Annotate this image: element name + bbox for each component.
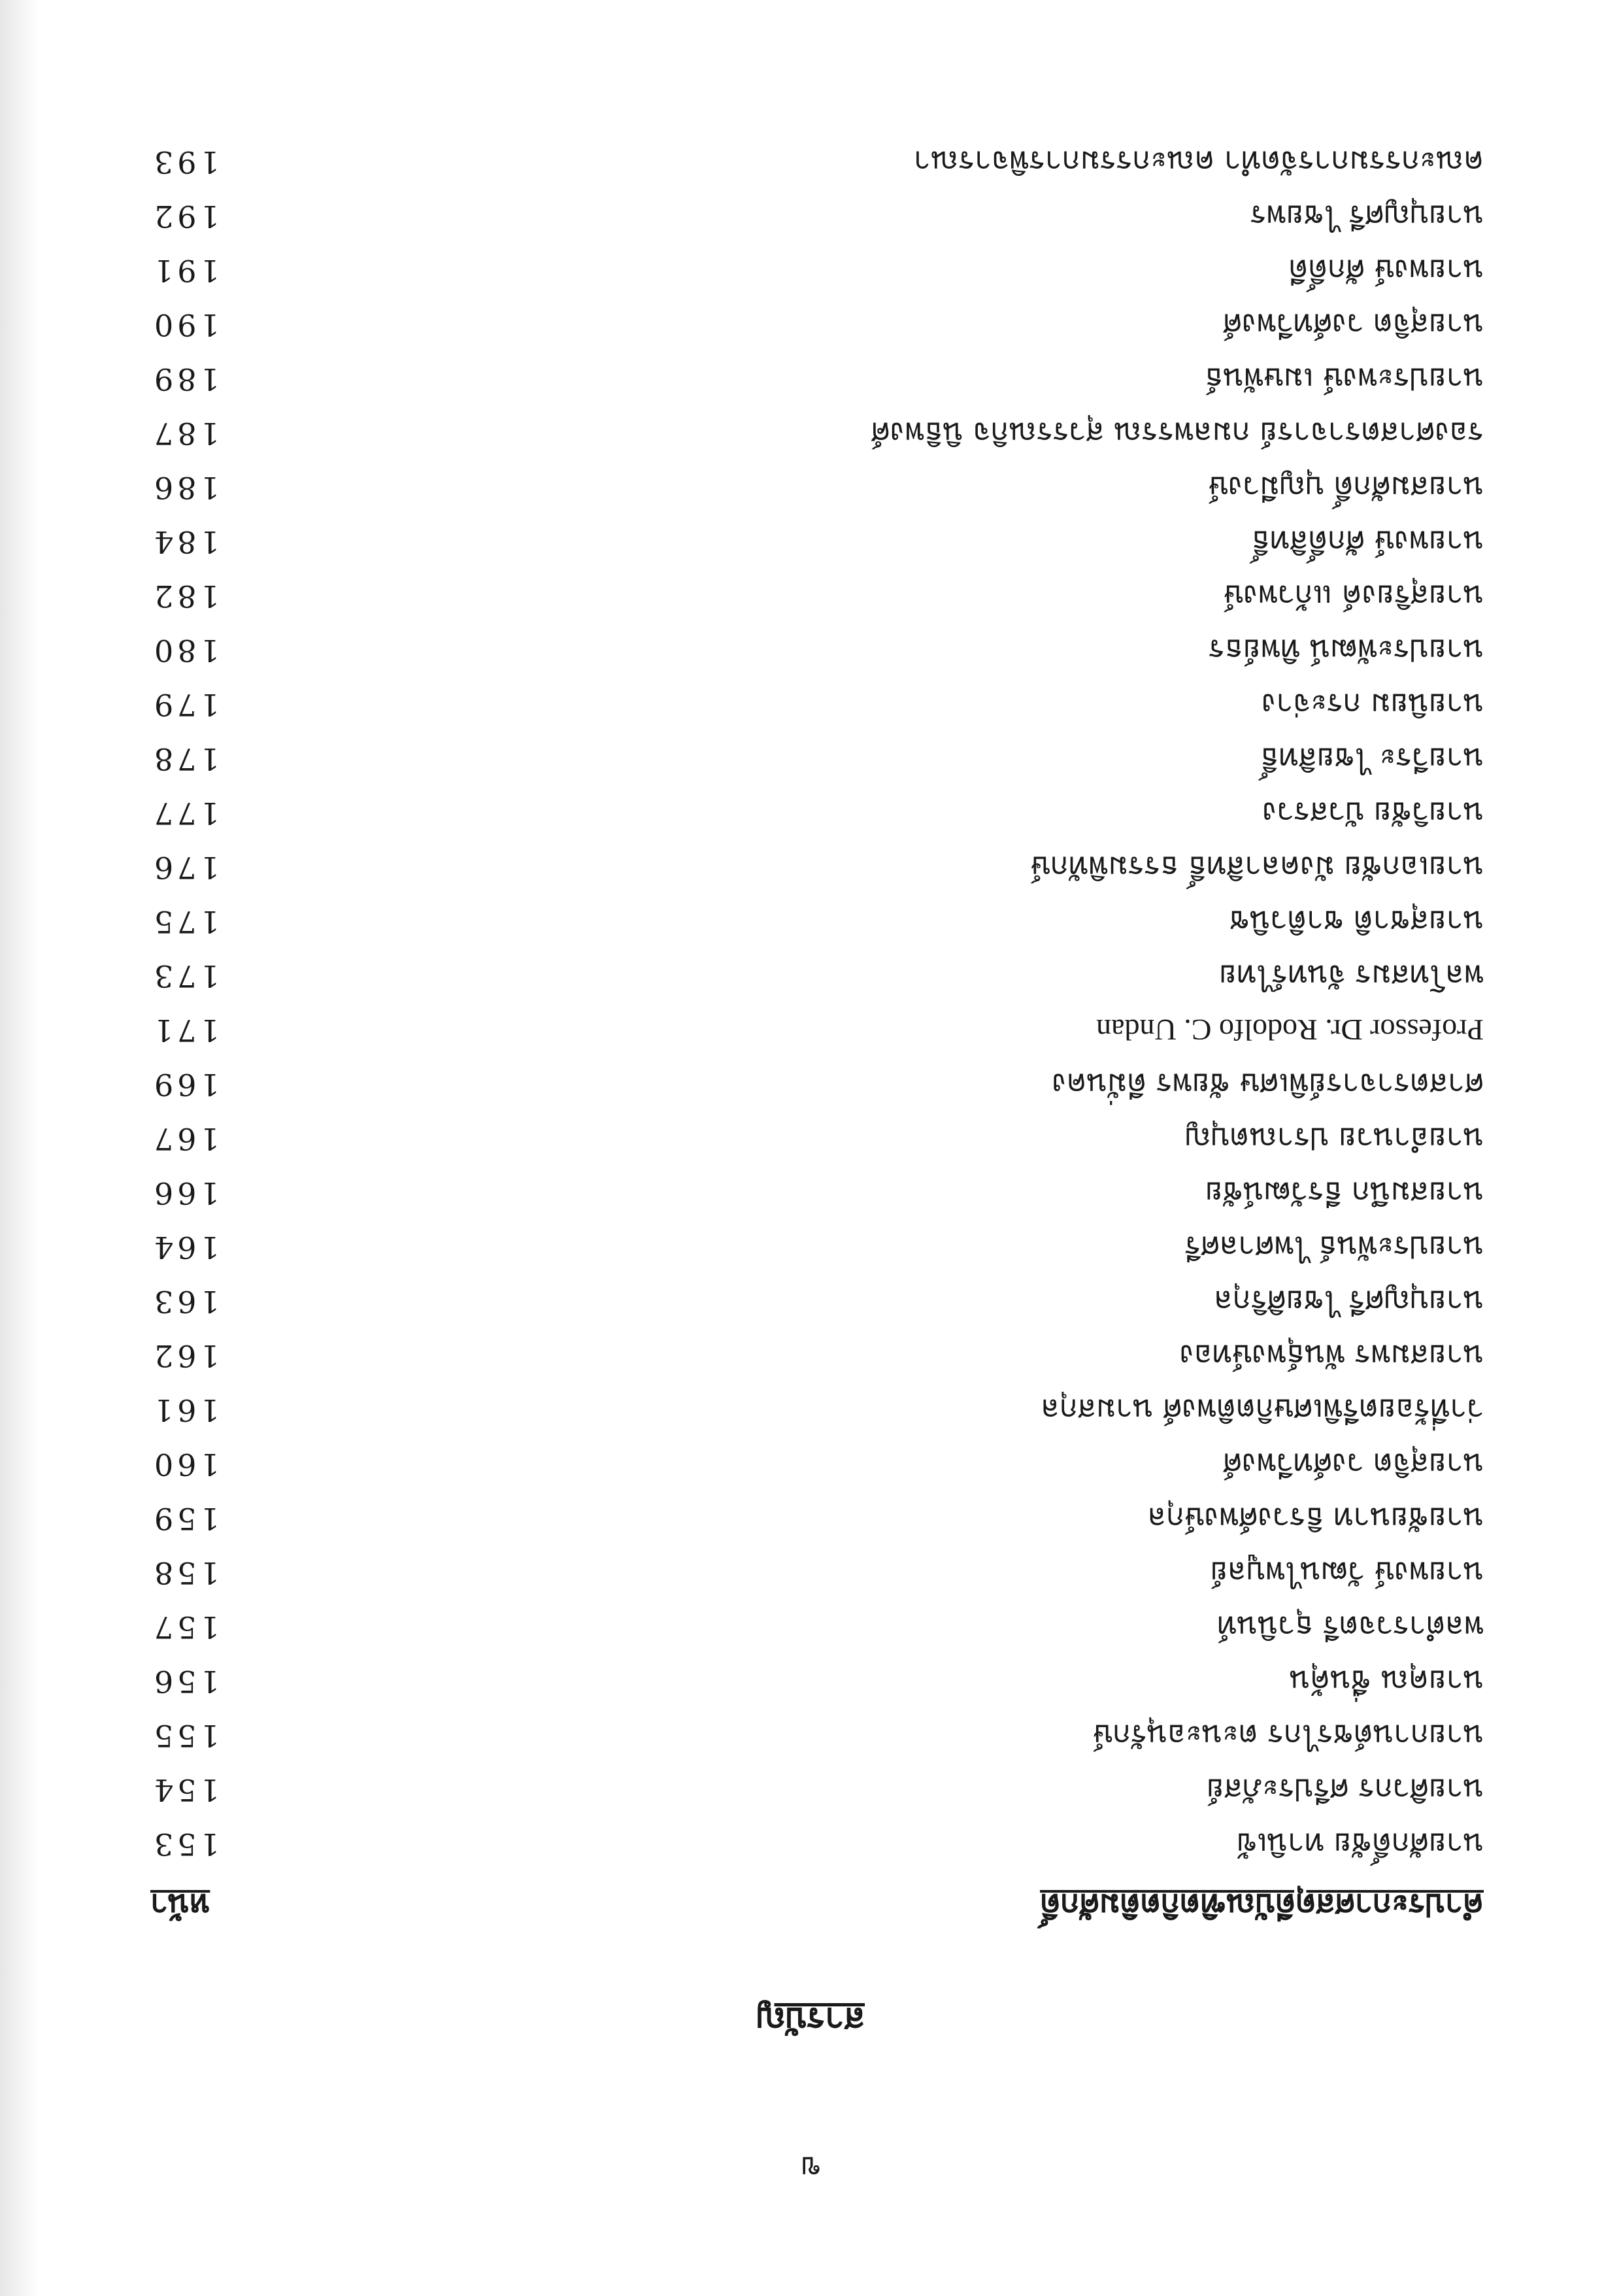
- toc-entry: [150, 1057, 1484, 1111]
- toc-entry-title: นายสมพร พันธุ์พงษ์ทอง: [1179, 1338, 1484, 1374]
- toc-entry: [150, 1817, 1484, 1871]
- toc-entry: [150, 840, 1484, 894]
- toc-entry-page: 159: [150, 1501, 220, 1536]
- toc-entry-page: 171: [150, 1013, 220, 1048]
- toc-entry-page: 163: [150, 1284, 220, 1319]
- document-title: สารบัญ: [756, 2000, 865, 2039]
- toc-entry-title: คณะกรรมการจัดทำ คณะกรรมการพิจารณา: [913, 144, 1484, 180]
- toc-entry-page: 173: [150, 958, 220, 994]
- toc-entry-title: นายพงษ์ วัฒนไพบูลย์: [1210, 1555, 1484, 1591]
- toc-entry-page: 154: [150, 1772, 220, 1808]
- toc-entry-page: 158: [150, 1555, 220, 1591]
- toc-entry-page: 182: [150, 579, 220, 614]
- toc-entry: [150, 297, 1484, 352]
- toc-entry-page: 192: [150, 199, 220, 234]
- toc-entry-title: นายชัยนาท ธิรวงศ์พงษ์กุล: [1147, 1501, 1484, 1536]
- toc-entry: [150, 1111, 1484, 1166]
- toc-entry-page: 180: [150, 633, 220, 668]
- toc-entry-title: นายวีระ ไชยสิทธิ์: [1260, 741, 1484, 777]
- toc-entry: [150, 189, 1484, 243]
- toc-entry: [150, 949, 1484, 1003]
- toc-entry: [150, 1763, 1484, 1817]
- toc-entry: [150, 515, 1484, 569]
- toc-entry-page: 186: [150, 470, 220, 505]
- toc-entry-page: 156: [150, 1664, 220, 1699]
- toc-entry-title: นายสมศักดิ์ บุญมีวงษ์: [1208, 470, 1484, 505]
- toc-entry-page: 161: [150, 1393, 220, 1428]
- toc-entry-title: นายบุญศรี ไชยศิริกุล: [1214, 1284, 1484, 1319]
- table-of-contents: [150, 135, 1484, 1871]
- toc-entry: [150, 677, 1484, 732]
- toc-entry: [150, 243, 1484, 297]
- toc-entry: [150, 1383, 1484, 1437]
- toc-entry-title: นายประพัฒน์ ทิพย์ธร: [1208, 633, 1484, 668]
- toc-entry-title: พลตำรวจตรี ธุวนินท์: [1216, 1610, 1484, 1645]
- toc-entry-title: นายนิยม กระจ่าง: [1261, 687, 1484, 722]
- toc-entry-title: นายวิชัย บัวสรวง: [1262, 796, 1484, 831]
- toc-entry: [150, 352, 1484, 406]
- toc-entry: [150, 1003, 1484, 1057]
- toc-entry: [150, 1600, 1484, 1654]
- scan-edge-shadow: [0, 0, 39, 2296]
- toc-entry: [150, 1654, 1484, 1708]
- toc-entry: [150, 1708, 1484, 1763]
- toc-header: [150, 1878, 1484, 1930]
- toc-entry-title: นายพงษ์ ศักดิ์ดี: [1288, 253, 1484, 288]
- toc-entry-page: 176: [150, 850, 220, 885]
- toc-entry-title: นายสมนึก ธีรวัฒน์ชัย: [1205, 1175, 1484, 1211]
- toc-entry-page: 157: [150, 1610, 220, 1645]
- toc-entry: [150, 1220, 1484, 1274]
- toc-entry-title: รองศาสตราจารย์ กมลพรรณ สุวรรณกิจ นิธิพงศ์: [871, 416, 1484, 451]
- toc-entry-page: 162: [150, 1338, 220, 1374]
- toc-entry: [150, 1328, 1484, 1383]
- toc-entry: [150, 1274, 1484, 1328]
- toc-entry-title: นายพงษ์ ศักดิ์สิทธิ์: [1251, 524, 1484, 560]
- toc-entry: [150, 1545, 1484, 1600]
- toc-entry-page: 160: [150, 1447, 220, 1482]
- toc-entry-title: นายศิวกร ศรีประภัสย์: [1206, 1772, 1484, 1808]
- toc-entry-title: นายเอกชัย มังคลาสิทธิ์ ธรรมพิทักษ์: [1030, 850, 1484, 885]
- toc-header-page: หน้า: [150, 1887, 210, 1923]
- toc-entry-title: ศาสตราจารย์พิเศษ ชัยพร ดีมั่นคง: [1052, 1067, 1484, 1102]
- toc-entry-page: 175: [150, 904, 220, 939]
- toc-entry-title: ว่าที่ร้อยตรีพิเศษกิตติพงศ์ นามสกุล: [1041, 1393, 1484, 1428]
- toc-entry: [150, 135, 1484, 189]
- toc-entry-page: 164: [150, 1230, 220, 1265]
- page-number: ข: [800, 2150, 821, 2186]
- toc-entry: [150, 894, 1484, 949]
- toc-entry-page: 179: [150, 687, 220, 722]
- toc-entry-title: นายประพันธ์ ไพศาลศรี: [1184, 1230, 1484, 1265]
- toc-entry-title: นายกานต์ชรไกร ตะนะอนุรักษ์: [1092, 1718, 1484, 1753]
- toc-entry-page: 189: [150, 362, 220, 397]
- toc-header-title: คำประกาศสดุดีบัณฑิตกิตติมศักดิ์: [1040, 1887, 1484, 1923]
- toc-entry-title: นายประพงษ์ เมษพันธ์: [1205, 362, 1484, 397]
- toc-entry: [150, 1491, 1484, 1545]
- toc-entry-title: Professor Dr. Rodolfo C. Undan: [1096, 1013, 1484, 1047]
- toc-entry-title: นายสุชาติ ชาติวนิช: [1229, 904, 1484, 939]
- toc-entry: [150, 732, 1484, 786]
- toc-entry: [150, 569, 1484, 623]
- toc-entry-page: 178: [150, 741, 220, 777]
- toc-entry: [150, 460, 1484, 515]
- toc-entry-title: นายสุจิต วงศ์ทวีพงศ์: [1222, 1447, 1484, 1482]
- toc-entry-title: นายอำนวย ปราณตบุญ: [1184, 1121, 1484, 1156]
- toc-entry: [150, 786, 1484, 840]
- toc-entry-page: 193: [150, 144, 220, 180]
- toc-entry-page: 187: [150, 416, 220, 451]
- toc-entry-page: 190: [150, 307, 220, 343]
- toc-entry: [150, 406, 1484, 460]
- toc-entry-title: นายศักดิ์ชัย ทานิเข้: [1236, 1827, 1484, 1862]
- toc-entry-page: 167: [150, 1121, 220, 1156]
- toc-entry: [150, 623, 1484, 677]
- toc-entry-title: นายสุริยงค์ แก้วพงษ์: [1223, 579, 1484, 614]
- toc-entry-title: นายสุจิต วงศ์ทวีพงศ์: [1222, 307, 1484, 343]
- toc-entry-title: นายคุณ ชื่นคุ้น: [1289, 1664, 1484, 1699]
- toc-entry-page: 169: [150, 1067, 220, 1102]
- toc-entry-page: 155: [150, 1718, 220, 1753]
- toc-entry-page: 191: [150, 253, 220, 288]
- toc-entry-page: 184: [150, 524, 220, 560]
- toc-entry-title: นายบุญศรี ไชยพร: [1250, 199, 1484, 234]
- toc-entry-page: 166: [150, 1175, 220, 1211]
- toc-entry: [150, 1437, 1484, 1491]
- toc-entry-page: 177: [150, 796, 220, 831]
- toc-entry: [150, 1166, 1484, 1220]
- toc-entry-title: พลโทสมร จันทร์ไทย: [1218, 958, 1484, 994]
- toc-entry-page: 153: [150, 1827, 220, 1862]
